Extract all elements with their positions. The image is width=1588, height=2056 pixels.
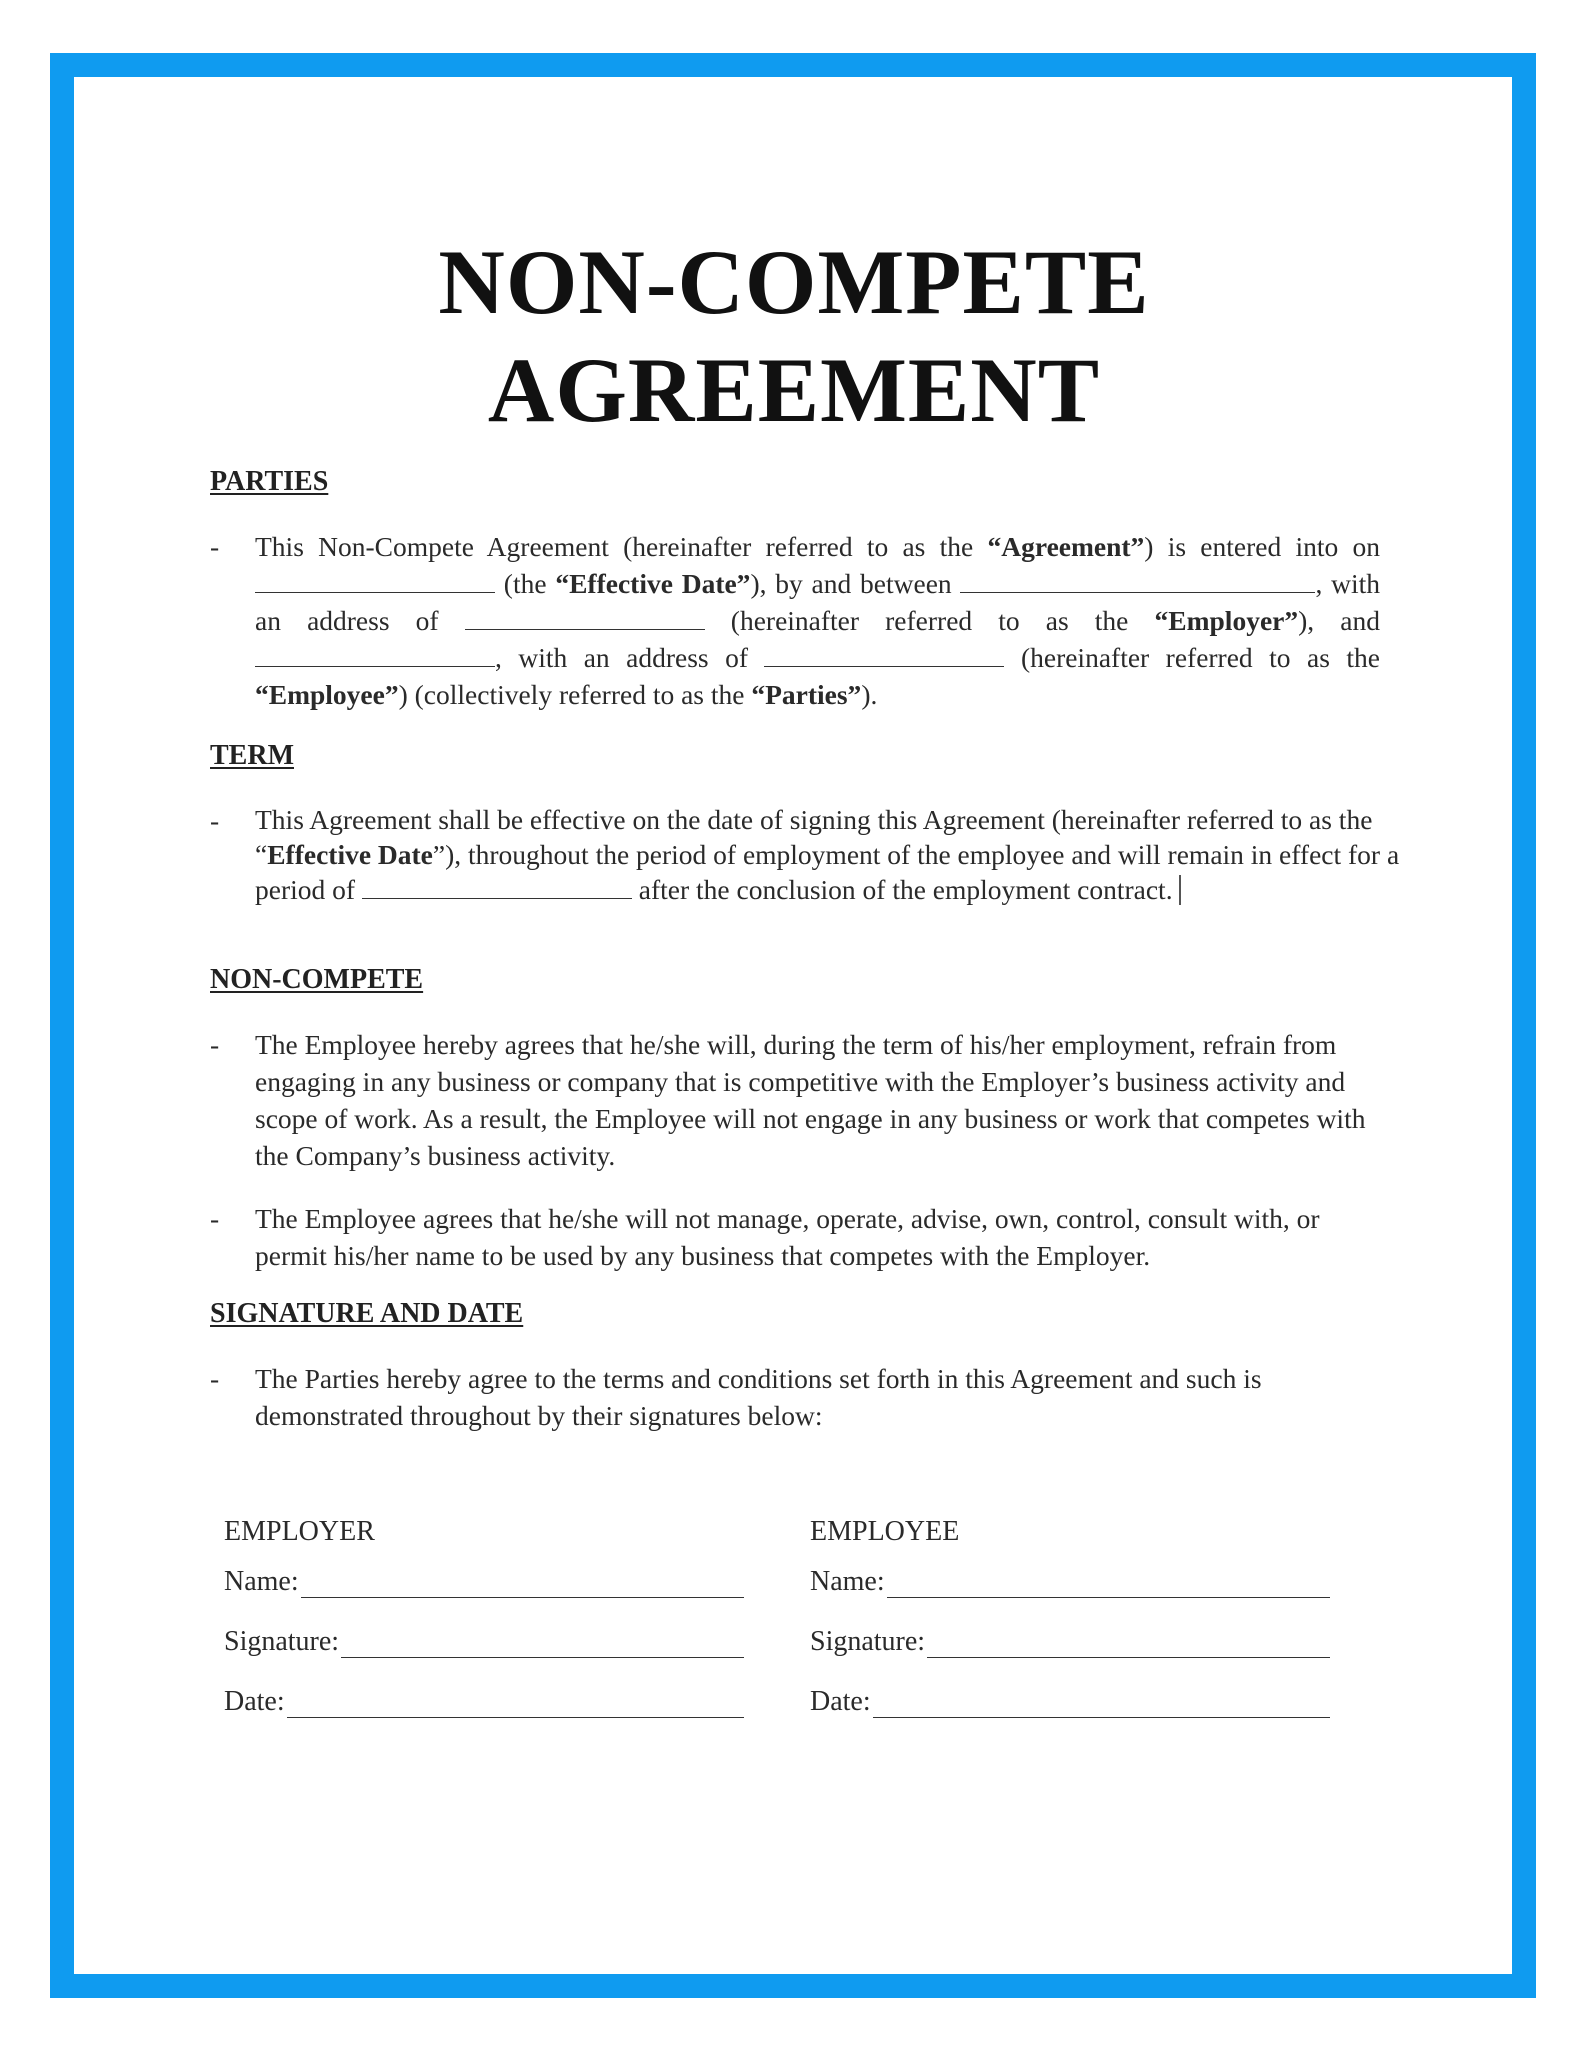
non-compete-clause-2-text: The Employee agrees that he/she will not manage, operate, advise, own, control, consult with, or permit his/her name to be used by any business that competes with the Employer. (255, 1203, 1320, 1271)
signature-heading: SIGNATURE AND DATE (210, 1298, 524, 1329)
employer-address-blank[interactable] (465, 607, 705, 630)
page-title (0, 228, 1588, 444)
employee-date-field[interactable]: Date: (810, 1686, 1330, 1718)
term-heading: TERM (210, 740, 294, 771)
bullet-dash: - (210, 531, 220, 562)
non-compete-heading: NON-COMPETE (210, 964, 424, 995)
signature-clause-text: The Parties hereby agree to the terms and conditions set forth in this Agreement and such is demonstrated throughout by their signatures below: (255, 1363, 1262, 1431)
non-compete-clause-1-text: The Employee hereby agrees that he/she will, during the term of his/her employment, refrain from engaging in any business or company that is competitive with the Employer’s business activity and scope of work. As a result, the Employee will not engage in any business or work that competes with the Company’s business activity. (255, 1029, 1366, 1171)
employer-name-blank[interactable] (960, 570, 1315, 593)
parties-clause (210, 528, 1380, 713)
non-compete-clause-2 (210, 1200, 1380, 1274)
employer-name-field[interactable]: Name: (224, 1566, 744, 1598)
bullet-dash: - (210, 805, 220, 836)
employee-signature-field[interactable]: Signature: (810, 1626, 1330, 1658)
signature-clause (210, 1360, 1380, 1434)
employee-label: EMPLOYEE (810, 1516, 960, 1547)
title-line-2: AGREEMENT (487, 339, 1101, 441)
employee-address-blank[interactable] (764, 644, 1004, 667)
employee-name-blank[interactable] (255, 644, 495, 667)
bullet-dash: - (210, 1203, 220, 1234)
parties-clause-text: This Non-Compete Agreement (hereinafter referred to as the “Agreement”) is entered into on (the “Effective Date”), by and between , with an address of (hereinafter referred to as the “Employer”), and , with an address of (hereinafter referred to as the “Employee”) (collectively referred to as the “Parties”). (255, 531, 1381, 710)
employer-signature-field[interactable]: Signature: (224, 1626, 744, 1658)
employer-date-field[interactable]: Date: (224, 1686, 744, 1718)
employee-name-field[interactable]: Name: (810, 1566, 1330, 1598)
non-compete-clause-1 (210, 1026, 1380, 1174)
employer-label: EMPLOYER (224, 1516, 375, 1547)
employee-signature-block (810, 1516, 1330, 1746)
title-line-1: NON-COMPETE (438, 231, 1150, 333)
text-cursor (1179, 875, 1181, 905)
parties-heading: PARTIES (210, 466, 329, 497)
bullet-dash: - (210, 1029, 220, 1060)
term-clause-text: This Agreement shall be effective on the date of signing this Agreement (hereinafter referred to as the “Effective Date”), throughout the period of employment of the employee and will remain in effect for a period of after the conclusion of the employment contract. (255, 804, 1400, 905)
employer-signature-block (224, 1516, 744, 1746)
bullet-dash: - (210, 1363, 220, 1394)
term-period-blank[interactable] (362, 876, 632, 899)
term-clause (210, 802, 1400, 907)
effective-date-blank[interactable] (255, 570, 495, 593)
